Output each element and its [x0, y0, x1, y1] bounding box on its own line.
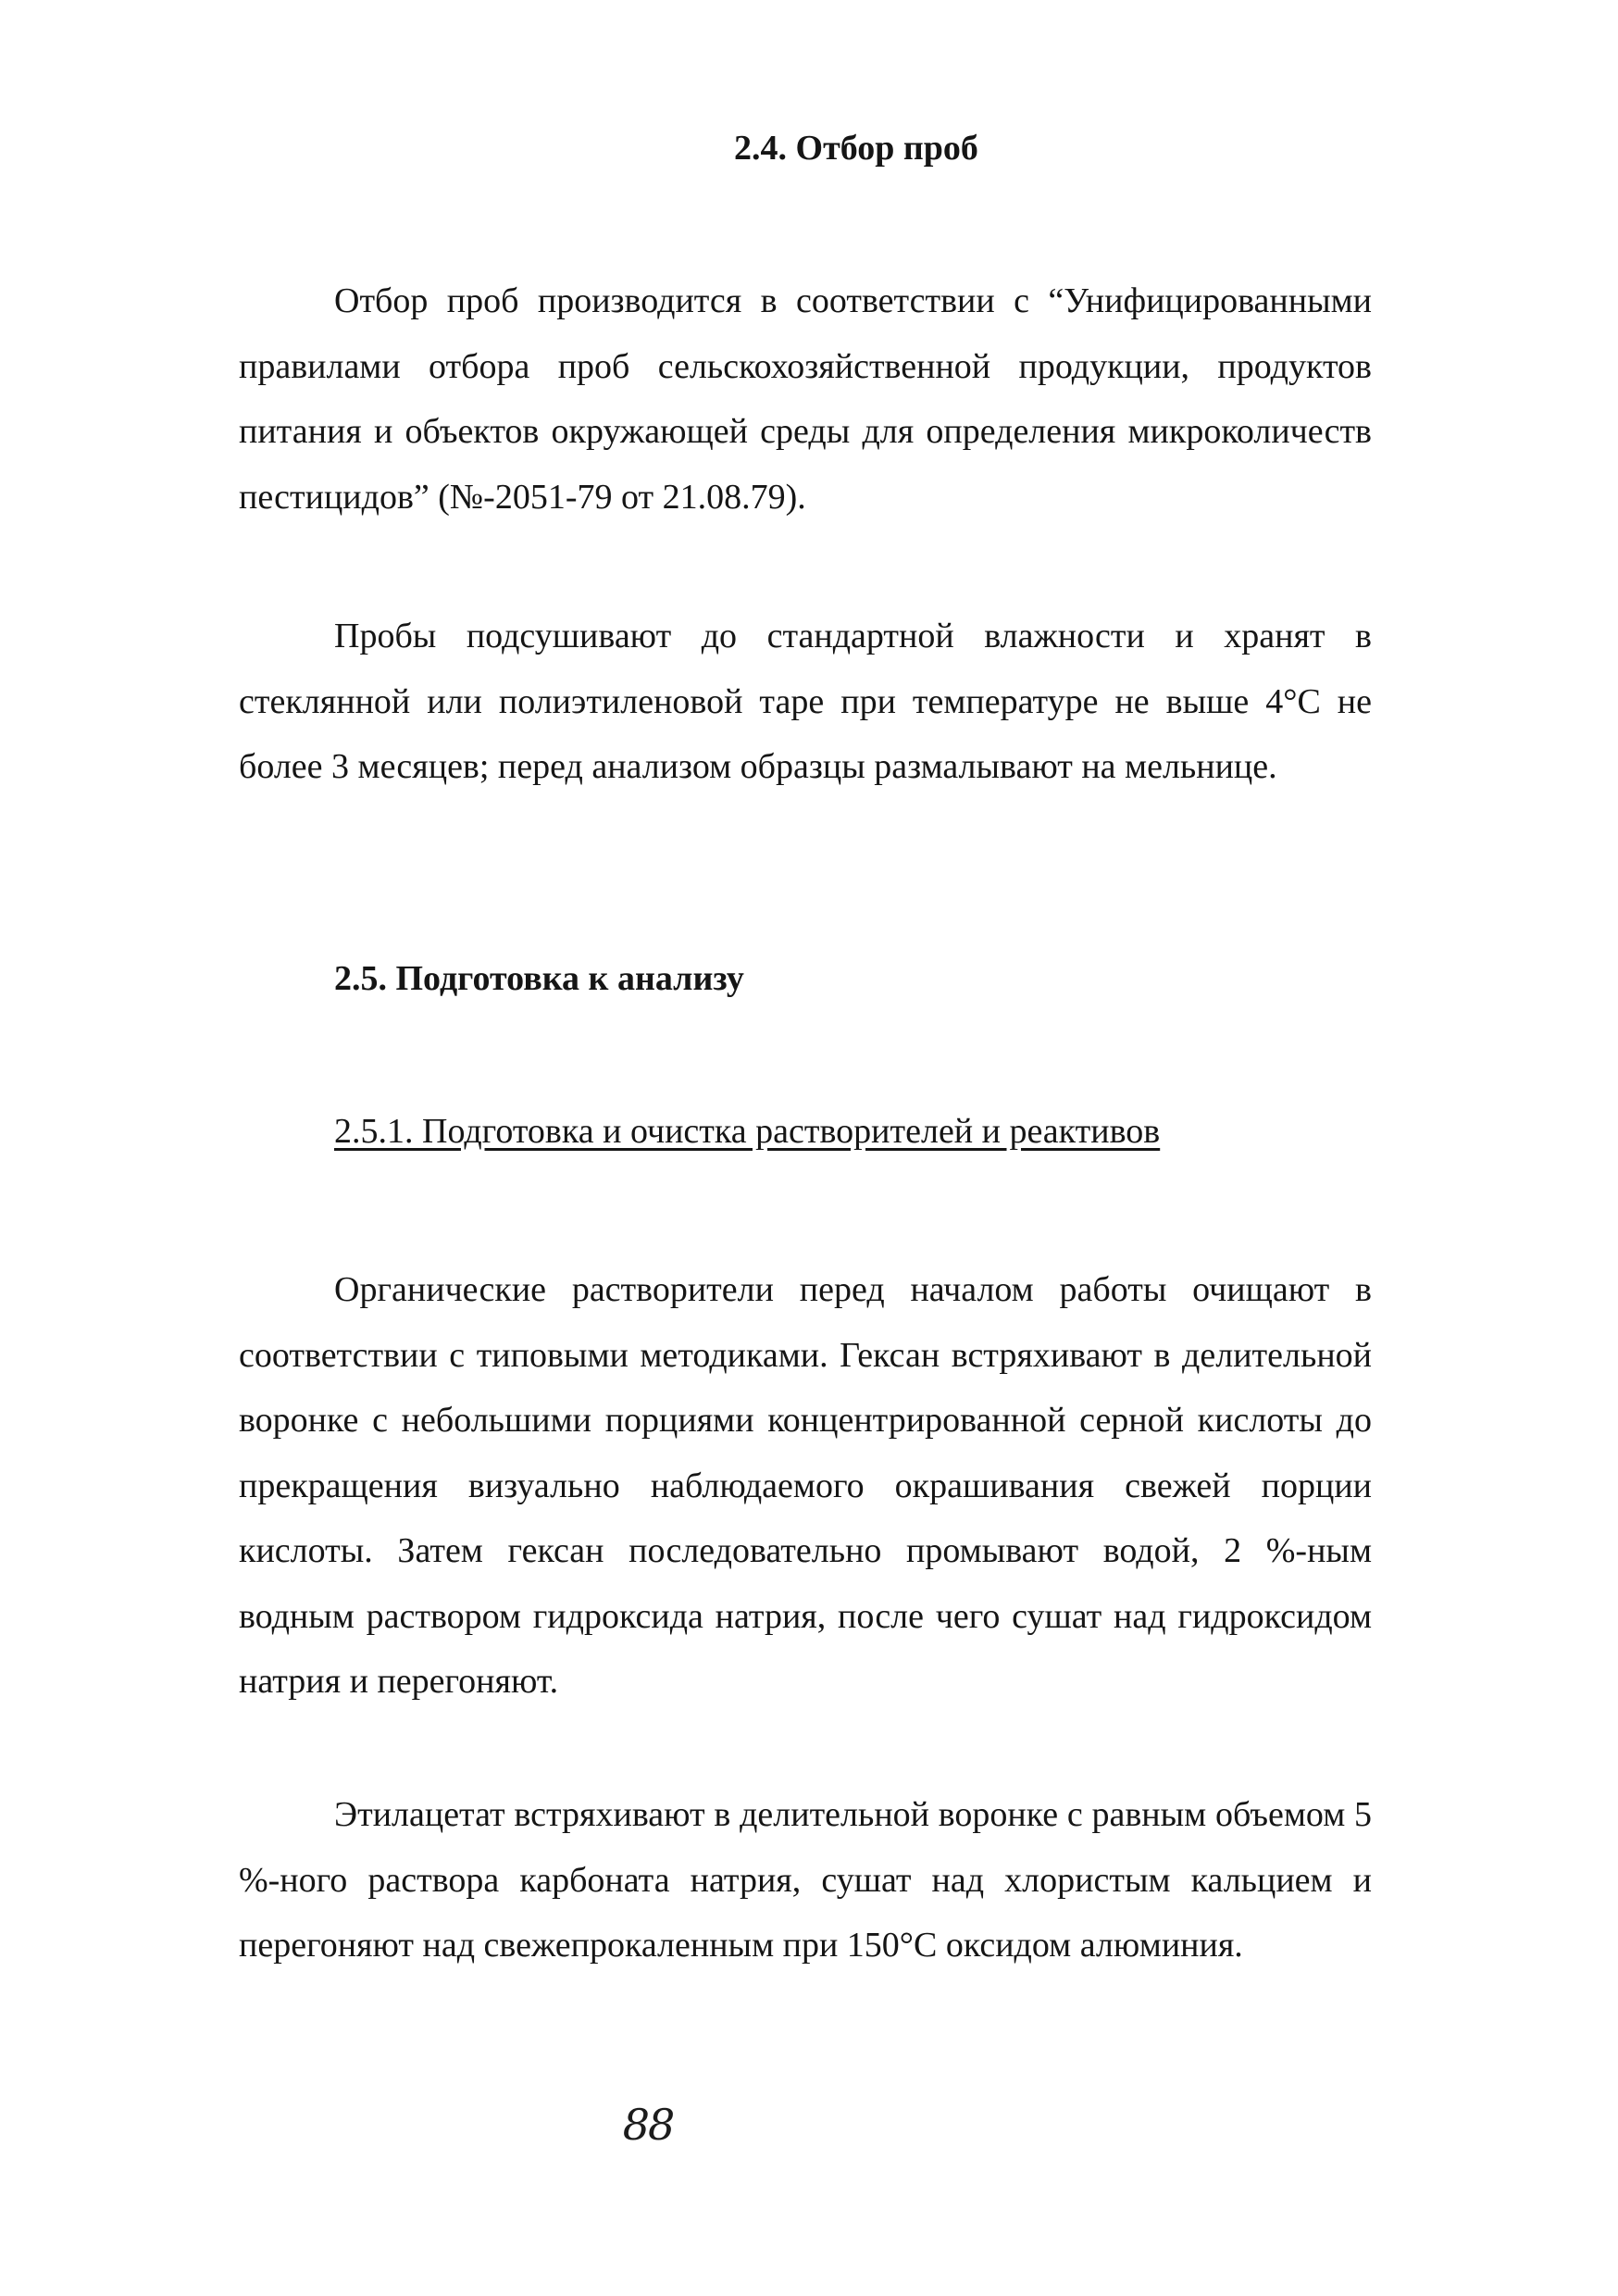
section-heading-2-5: 2.5. Подготовка к анализу [334, 959, 744, 998]
paragraph-sampling-rules: Отбор проб производится в соответствии с “Унифицированными правилами отбора проб сельскохозяйственной продукции, продуктов питания и объектов окружающей среды для определения микроколичеств пестицидов” (№-2051-79 от 21.08.79). [239, 281, 1372, 517]
section-heading-2-4: 2.4. Отбор проб [734, 129, 978, 168]
subsection-heading-2-5-1: 2.5.1. Подготовка и очистка растворителей и реактивов [334, 1112, 1161, 1151]
page-number: 88 [622, 2100, 674, 2150]
paragraph-sample-storage: Пробы подсушивают до стандартной влажности и хранят в стеклянной или полиэтиленовой таре при температуре не выше 4°С не более 3 месяцев; перед анализом образцы размалывают на мельнице. [239, 617, 1372, 786]
paragraph-hexane-purification: Органические растворители перед началом работы очищают в соответствии с типовыми методиками. Гексан встряхивают в делительной воронке с небольшими порциями концентрированной серной кислоты до прекращения визуально наблюдаемого окрашивания свежей порции кислоты. Затем гексан последовательно промывают водой, 2 %-ным водным раствором гидроксида натрия, после чего сушат над гидроксидом натрия и перегоняют. [239, 1270, 1372, 1701]
paragraph-ethyl-acetate-purification: Этилацетат встряхивают в делительной воронке с равным объемом 5 %-ного раствора карбоната натрия, сушат над хлористым кальцием и перегоняют над свежепрокаленным при 150°С оксидом алюминия. [239, 1795, 1372, 1965]
